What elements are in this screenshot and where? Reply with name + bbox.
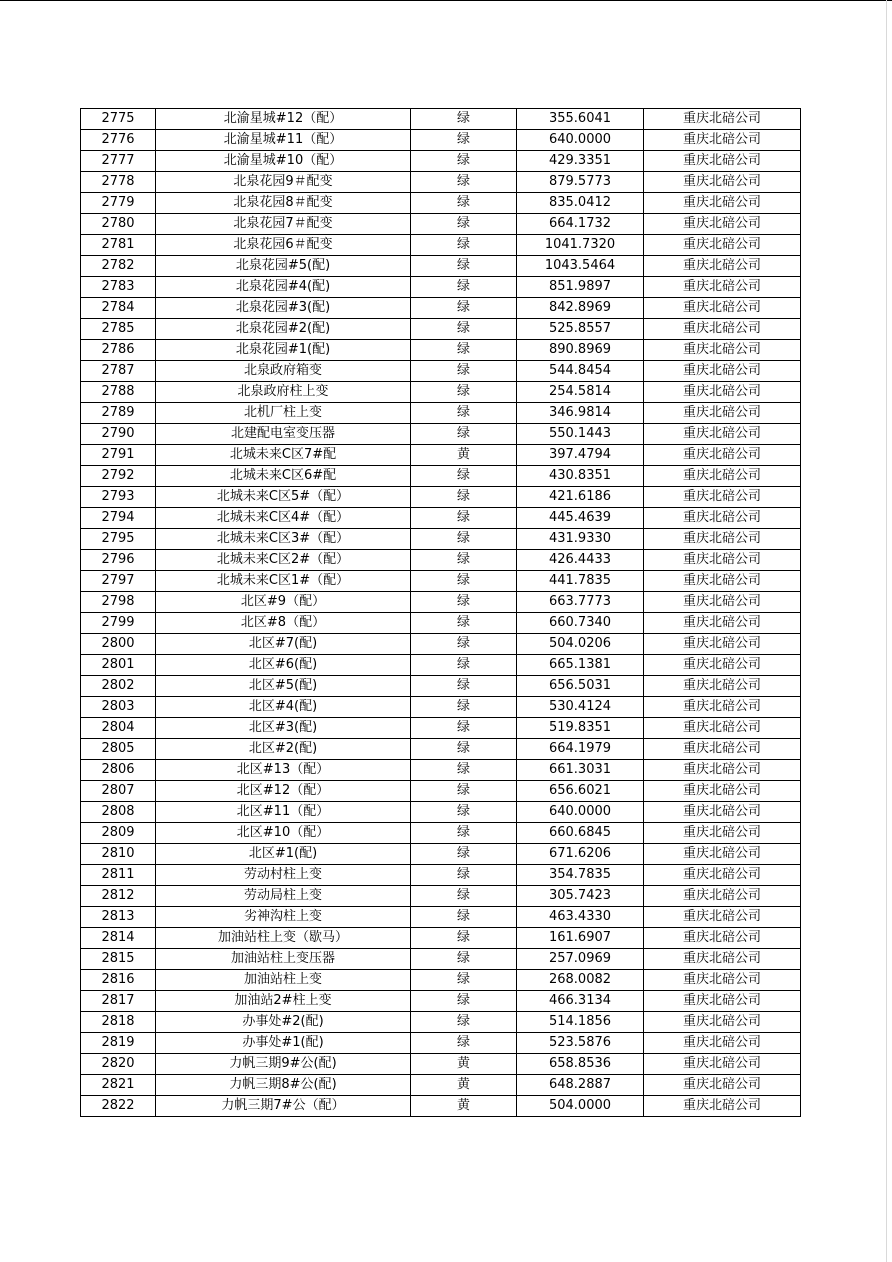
cell-value: 430.8351 (517, 466, 644, 487)
table-row (81, 781, 801, 802)
cell-id: 2799 (81, 613, 156, 634)
cell-name: 北区#5(配) (156, 676, 411, 697)
cell-color-grade: 绿 (411, 487, 517, 508)
cell-value: 514.1856 (517, 1012, 644, 1033)
cell-company: 重庆北碚公司 (644, 844, 801, 865)
cell-company: 重庆北碚公司 (644, 424, 801, 445)
cell-company: 重庆北碚公司 (644, 697, 801, 718)
cell-color-grade: 绿 (411, 319, 517, 340)
table-row (81, 130, 801, 151)
table-row (81, 361, 801, 382)
table-row (81, 718, 801, 739)
cell-name: 北泉花园#1(配) (156, 340, 411, 361)
cell-color-grade: 绿 (411, 970, 517, 991)
cell-color-grade: 绿 (411, 172, 517, 193)
cell-color-grade: 绿 (411, 1012, 517, 1033)
cell-name: 北城未来C区3#（配） (156, 529, 411, 550)
table-row (81, 109, 801, 130)
cell-company: 重庆北碚公司 (644, 382, 801, 403)
cell-value: 640.0000 (517, 802, 644, 823)
cell-id: 2806 (81, 760, 156, 781)
cell-name: 北区#3(配) (156, 718, 411, 739)
cell-company: 重庆北碚公司 (644, 508, 801, 529)
cell-company: 重庆北碚公司 (644, 235, 801, 256)
cell-color-grade: 绿 (411, 277, 517, 298)
table-row (81, 907, 801, 928)
cell-name: 力帆三期8#公(配) (156, 1075, 411, 1096)
cell-name: 北城未来C区7#配 (156, 445, 411, 466)
cell-id: 2804 (81, 718, 156, 739)
table-row (81, 172, 801, 193)
cell-company: 重庆北碚公司 (644, 865, 801, 886)
cell-company: 重庆北碚公司 (644, 277, 801, 298)
cell-name: 北区#7(配) (156, 634, 411, 655)
cell-name: 办事处#1(配) (156, 1033, 411, 1054)
table-row (81, 823, 801, 844)
cell-id: 2788 (81, 382, 156, 403)
table-row (81, 382, 801, 403)
table-row (81, 256, 801, 277)
table-row (81, 424, 801, 445)
cell-company: 重庆北碚公司 (644, 550, 801, 571)
cell-id: 2803 (81, 697, 156, 718)
cell-color-grade: 绿 (411, 634, 517, 655)
cell-value: 429.3351 (517, 151, 644, 172)
cell-company: 重庆北碚公司 (644, 403, 801, 424)
cell-company: 重庆北碚公司 (644, 886, 801, 907)
table-row (81, 865, 801, 886)
table-row (81, 697, 801, 718)
table-row (81, 844, 801, 865)
table-row (81, 1096, 801, 1117)
cell-color-grade: 绿 (411, 151, 517, 172)
cell-color-grade: 绿 (411, 760, 517, 781)
cell-id: 2798 (81, 592, 156, 613)
cell-id: 2822 (81, 1096, 156, 1117)
table-row (81, 151, 801, 172)
cell-id: 2796 (81, 550, 156, 571)
cell-color-grade: 绿 (411, 823, 517, 844)
cell-color-grade: 绿 (411, 802, 517, 823)
table-row (81, 949, 801, 970)
cell-id: 2793 (81, 487, 156, 508)
cell-company: 重庆北碚公司 (644, 718, 801, 739)
cell-color-grade: 绿 (411, 403, 517, 424)
table-row (81, 592, 801, 613)
cell-name: 加油站柱上变 (156, 970, 411, 991)
cell-value: 648.2887 (517, 1075, 644, 1096)
cell-id: 2777 (81, 151, 156, 172)
transformer-table (80, 108, 801, 1117)
cell-color-grade: 绿 (411, 886, 517, 907)
cell-id: 2776 (81, 130, 156, 151)
cell-company: 重庆北碚公司 (644, 907, 801, 928)
cell-company: 重庆北碚公司 (644, 298, 801, 319)
cell-color-grade: 绿 (411, 592, 517, 613)
cell-color-grade: 绿 (411, 739, 517, 760)
table-row (81, 214, 801, 235)
cell-id: 2779 (81, 193, 156, 214)
cell-color-grade: 绿 (411, 718, 517, 739)
cell-company: 重庆北碚公司 (644, 529, 801, 550)
cell-id: 2787 (81, 361, 156, 382)
cell-color-grade: 绿 (411, 235, 517, 256)
cell-value: 661.3031 (517, 760, 644, 781)
cell-company: 重庆北碚公司 (644, 466, 801, 487)
table-row (81, 403, 801, 424)
table-row (81, 277, 801, 298)
table-row (81, 1054, 801, 1075)
cell-color-grade: 绿 (411, 466, 517, 487)
cell-color-grade: 绿 (411, 361, 517, 382)
cell-name: 北区#11（配） (156, 802, 411, 823)
cell-company: 重庆北碚公司 (644, 676, 801, 697)
cell-id: 2778 (81, 172, 156, 193)
cell-company: 重庆北碚公司 (644, 802, 801, 823)
cell-id: 2818 (81, 1012, 156, 1033)
cell-name: 北建配电室变压器 (156, 424, 411, 445)
cell-value: 550.1443 (517, 424, 644, 445)
cell-color-grade: 绿 (411, 844, 517, 865)
cell-name: 北渝星城#10（配） (156, 151, 411, 172)
cell-id: 2797 (81, 571, 156, 592)
cell-color-grade: 绿 (411, 928, 517, 949)
cell-name: 北泉花园9＃配变 (156, 172, 411, 193)
table-row (81, 1075, 801, 1096)
cell-company: 重庆北碚公司 (644, 970, 801, 991)
cell-value: 466.3134 (517, 991, 644, 1012)
cell-id: 2781 (81, 235, 156, 256)
cell-id: 2801 (81, 655, 156, 676)
cell-id: 2808 (81, 802, 156, 823)
cell-value: 519.8351 (517, 718, 644, 739)
cell-color-grade: 绿 (411, 613, 517, 634)
table-row (81, 340, 801, 361)
cell-name: 北机厂柱上变 (156, 403, 411, 424)
cell-company: 重庆北碚公司 (644, 781, 801, 802)
cell-value: 660.6845 (517, 823, 644, 844)
cell-color-grade: 绿 (411, 949, 517, 970)
cell-color-grade: 绿 (411, 130, 517, 151)
cell-id: 2791 (81, 445, 156, 466)
cell-value: 504.0206 (517, 634, 644, 655)
cell-value: 664.1979 (517, 739, 644, 760)
cell-value: 463.4330 (517, 907, 644, 928)
cell-name: 北城未来C区6#配 (156, 466, 411, 487)
cell-value: 663.7773 (517, 592, 644, 613)
cell-id: 2802 (81, 676, 156, 697)
cell-color-grade: 绿 (411, 697, 517, 718)
table-row (81, 550, 801, 571)
cell-name: 北泉花园#2(配) (156, 319, 411, 340)
table-row (81, 760, 801, 781)
table-row (81, 928, 801, 949)
cell-company: 重庆北碚公司 (644, 760, 801, 781)
cell-company: 重庆北碚公司 (644, 991, 801, 1012)
cell-value: 346.9814 (517, 403, 644, 424)
cell-color-grade: 绿 (411, 1033, 517, 1054)
table-row (81, 613, 801, 634)
cell-value: 658.8536 (517, 1054, 644, 1075)
cell-id: 2783 (81, 277, 156, 298)
cell-value: 354.7835 (517, 865, 644, 886)
cell-company: 重庆北碚公司 (644, 823, 801, 844)
cell-company: 重庆北碚公司 (644, 487, 801, 508)
cell-id: 2815 (81, 949, 156, 970)
cell-value: 665.1381 (517, 655, 644, 676)
cell-value: 879.5773 (517, 172, 644, 193)
cell-name: 北城未来C区5#（配） (156, 487, 411, 508)
cell-id: 2784 (81, 298, 156, 319)
cell-name: 北城未来C区1#（配） (156, 571, 411, 592)
cell-color-grade: 绿 (411, 550, 517, 571)
cell-value: 305.7423 (517, 886, 644, 907)
cell-value: 842.8969 (517, 298, 644, 319)
table-row (81, 487, 801, 508)
table-row (81, 466, 801, 487)
cell-color-grade: 绿 (411, 382, 517, 403)
cell-value: 504.0000 (517, 1096, 644, 1117)
cell-company: 重庆北碚公司 (644, 1054, 801, 1075)
cell-company: 重庆北碚公司 (644, 445, 801, 466)
cell-name: 办事处#2(配) (156, 1012, 411, 1033)
cell-value: 656.6021 (517, 781, 644, 802)
cell-color-grade: 黄 (411, 1054, 517, 1075)
cell-id: 2775 (81, 109, 156, 130)
cell-name: 北泉政府箱变 (156, 361, 411, 382)
cell-id: 2792 (81, 466, 156, 487)
cell-value: 161.6907 (517, 928, 644, 949)
cell-id: 2794 (81, 508, 156, 529)
cell-name: 北泉花园#3(配) (156, 298, 411, 319)
cell-name: 加油站2#柱上变 (156, 991, 411, 1012)
cell-id: 2819 (81, 1033, 156, 1054)
table-row (81, 802, 801, 823)
cell-id: 2809 (81, 823, 156, 844)
cell-company: 重庆北碚公司 (644, 1012, 801, 1033)
table-body (81, 109, 801, 1117)
table-row (81, 634, 801, 655)
cell-value: 671.6206 (517, 844, 644, 865)
cell-name: 北区#6(配) (156, 655, 411, 676)
cell-value: 441.7835 (517, 571, 644, 592)
table-row (81, 445, 801, 466)
cell-name: 加油站柱上变压器 (156, 949, 411, 970)
cell-company: 重庆北碚公司 (644, 571, 801, 592)
cell-company: 重庆北碚公司 (644, 109, 801, 130)
cell-value: 257.0969 (517, 949, 644, 970)
cell-color-grade: 绿 (411, 865, 517, 886)
cell-value: 544.8454 (517, 361, 644, 382)
cell-value: 445.4639 (517, 508, 644, 529)
cell-company: 重庆北碚公司 (644, 949, 801, 970)
table-row (81, 655, 801, 676)
table-row (81, 298, 801, 319)
cell-value: 523.5876 (517, 1033, 644, 1054)
cell-color-grade: 黄 (411, 1075, 517, 1096)
cell-company: 重庆北碚公司 (644, 151, 801, 172)
cell-value: 355.6041 (517, 109, 644, 130)
cell-value: 835.0412 (517, 193, 644, 214)
cell-id: 2820 (81, 1054, 156, 1075)
cell-value: 660.7340 (517, 613, 644, 634)
table-row (81, 1033, 801, 1054)
cell-color-grade: 绿 (411, 298, 517, 319)
cell-name: 北区#10（配） (156, 823, 411, 844)
cell-color-grade: 绿 (411, 676, 517, 697)
cell-name: 劳动局柱上变 (156, 886, 411, 907)
table-row (81, 676, 801, 697)
cell-color-grade: 绿 (411, 991, 517, 1012)
cell-id: 2810 (81, 844, 156, 865)
cell-name: 北城未来C区4#（配） (156, 508, 411, 529)
cell-color-grade: 绿 (411, 193, 517, 214)
cell-color-grade: 绿 (411, 424, 517, 445)
cell-value: 656.5031 (517, 676, 644, 697)
cell-id: 2789 (81, 403, 156, 424)
cell-value: 530.4124 (517, 697, 644, 718)
table-row (81, 970, 801, 991)
cell-company: 重庆北碚公司 (644, 1096, 801, 1117)
cell-value: 431.9330 (517, 529, 644, 550)
cell-name: 北泉政府柱上变 (156, 382, 411, 403)
cell-id: 2817 (81, 991, 156, 1012)
cell-color-grade: 绿 (411, 109, 517, 130)
cell-name: 北区#4(配) (156, 697, 411, 718)
cell-name: 北区#2(配) (156, 739, 411, 760)
cell-value: 851.9897 (517, 277, 644, 298)
cell-name: 北区#1(配) (156, 844, 411, 865)
cell-name: 力帆三期7#公（配） (156, 1096, 411, 1117)
cell-value: 268.0082 (517, 970, 644, 991)
cell-company: 重庆北碚公司 (644, 1075, 801, 1096)
cell-name: 北泉花园8＃配变 (156, 193, 411, 214)
table-row (81, 739, 801, 760)
cell-color-grade: 绿 (411, 529, 517, 550)
cell-company: 重庆北碚公司 (644, 256, 801, 277)
cell-name: 北区#9（配） (156, 592, 411, 613)
cell-company: 重庆北碚公司 (644, 172, 801, 193)
cell-company: 重庆北碚公司 (644, 655, 801, 676)
cell-company: 重庆北碚公司 (644, 193, 801, 214)
cell-company: 重庆北碚公司 (644, 739, 801, 760)
cell-id: 2785 (81, 319, 156, 340)
cell-id: 2795 (81, 529, 156, 550)
cell-company: 重庆北碚公司 (644, 340, 801, 361)
cell-id: 2821 (81, 1075, 156, 1096)
page-right-edge (886, 0, 887, 1262)
cell-company: 重庆北碚公司 (644, 928, 801, 949)
cell-name: 北渝星城#12（配） (156, 109, 411, 130)
cell-company: 重庆北碚公司 (644, 361, 801, 382)
cell-id: 2780 (81, 214, 156, 235)
table-row (81, 1012, 801, 1033)
cell-value: 640.0000 (517, 130, 644, 151)
table-row (81, 886, 801, 907)
cell-name: 北泉花园#5(配) (156, 256, 411, 277)
cell-color-grade: 绿 (411, 781, 517, 802)
cell-color-grade: 绿 (411, 214, 517, 235)
cell-id: 2812 (81, 886, 156, 907)
table-row (81, 235, 801, 256)
cell-value: 254.5814 (517, 382, 644, 403)
cell-value: 1043.5464 (517, 256, 644, 277)
cell-company: 重庆北碚公司 (644, 613, 801, 634)
cell-id: 2805 (81, 739, 156, 760)
cell-name: 北泉花园6＃配变 (156, 235, 411, 256)
cell-id: 2816 (81, 970, 156, 991)
page-top-border (0, 0, 892, 1)
cell-id: 2786 (81, 340, 156, 361)
cell-id: 2807 (81, 781, 156, 802)
cell-name: 力帆三期9#公(配) (156, 1054, 411, 1075)
cell-color-grade: 绿 (411, 256, 517, 277)
cell-name: 北区#12（配） (156, 781, 411, 802)
cell-id: 2790 (81, 424, 156, 445)
cell-value: 1041.7320 (517, 235, 644, 256)
cell-color-grade: 绿 (411, 571, 517, 592)
cell-name: 北泉花园#4(配) (156, 277, 411, 298)
cell-name: 北区#8（配） (156, 613, 411, 634)
table-row (81, 529, 801, 550)
cell-company: 重庆北碚公司 (644, 1033, 801, 1054)
table-row (81, 571, 801, 592)
table-row (81, 508, 801, 529)
cell-value: 890.8969 (517, 340, 644, 361)
cell-company: 重庆北碚公司 (644, 592, 801, 613)
cell-id: 2782 (81, 256, 156, 277)
cell-name: 北区#13（配） (156, 760, 411, 781)
cell-value: 397.4794 (517, 445, 644, 466)
cell-id: 2814 (81, 928, 156, 949)
cell-color-grade: 绿 (411, 508, 517, 529)
cell-color-grade: 绿 (411, 655, 517, 676)
cell-value: 664.1732 (517, 214, 644, 235)
cell-value: 421.6186 (517, 487, 644, 508)
cell-name: 加油站柱上变（歇马） (156, 928, 411, 949)
cell-name: 劣神沟柱上变 (156, 907, 411, 928)
cell-company: 重庆北碚公司 (644, 214, 801, 235)
cell-color-grade: 绿 (411, 907, 517, 928)
cell-name: 北泉花园7＃配变 (156, 214, 411, 235)
table-row (81, 991, 801, 1012)
cell-color-grade: 黄 (411, 445, 517, 466)
cell-company: 重庆北碚公司 (644, 634, 801, 655)
cell-value: 426.4433 (517, 550, 644, 571)
cell-color-grade: 黄 (411, 1096, 517, 1117)
table-row (81, 193, 801, 214)
cell-company: 重庆北碚公司 (644, 319, 801, 340)
cell-name: 北渝星城#11（配） (156, 130, 411, 151)
cell-id: 2813 (81, 907, 156, 928)
cell-company: 重庆北碚公司 (644, 130, 801, 151)
cell-color-grade: 绿 (411, 340, 517, 361)
table-row (81, 319, 801, 340)
cell-id: 2811 (81, 865, 156, 886)
cell-id: 2800 (81, 634, 156, 655)
cell-name: 劳动村柱上变 (156, 865, 411, 886)
cell-name: 北城未来C区2#（配） (156, 550, 411, 571)
cell-value: 525.8557 (517, 319, 644, 340)
